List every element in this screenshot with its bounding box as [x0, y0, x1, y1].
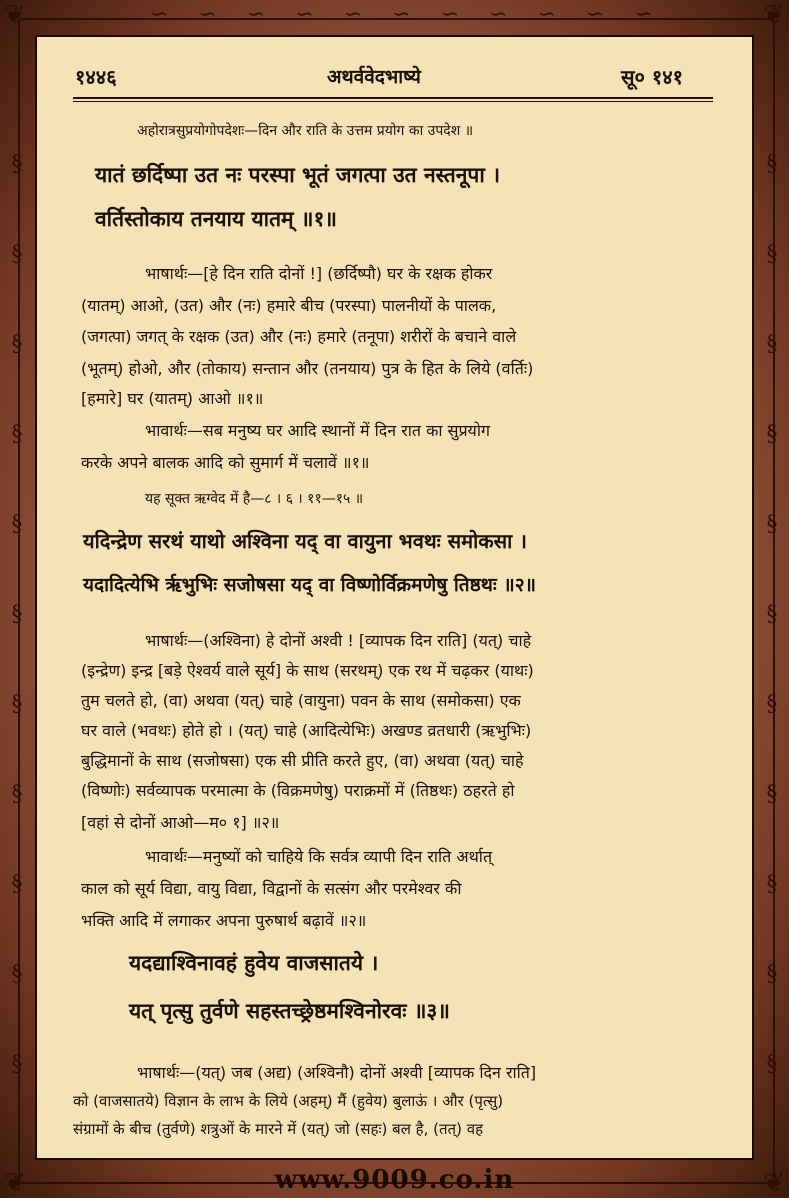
sukta-number: सू० १४१ [621, 65, 684, 89]
mantra-line: यदद्याश्विनावहं हुवेय वाजसातये । [129, 950, 379, 975]
translation-line: (विष्णोः) सर्वव्यापक परमात्मा के (विक्रमणेषु) पराक्रमों में (तिष्ठथः) ठहरते हो [81, 781, 515, 800]
mantra-line: यदादित्येभि र्ऋभुभिः सजोषसा यद् वा विष्णोर्विक्रमणेषु तिष्ठथः ॥२॥ [83, 574, 537, 596]
mantra-line: यातं छर्दिष्पा उत नः परस्पा भूतं जगत्पा उत नस्तनूपा । [95, 162, 501, 187]
translation-line: भाषार्थः—(यत्) जब (अद्य) (अश्विनौ) दोनों अश्वी [व्यापक दिन राति] [137, 1063, 537, 1082]
mantra-line: यदिन्द्रेण सरथं याथो अश्विना यद् वा वायुना भवथः समोकसा । [83, 529, 527, 553]
translation-line: बुद्धिमानों के साथ (सजोषसा) एक सी प्रीति करते हुए, (वा) अथवा (यत्) चाहे [81, 751, 524, 770]
translation-line: घर वाले (भवथः) होते हो । (यत्) चाहे (आदित्येभिः) अखण्ड व्रतधारी (ऋभुभिः) [81, 721, 532, 740]
translation-line: तुम चलते हो, (वा) अथवा (यत्) चाहे (वायुना) पवन के साथ (समोकसा) एक [81, 691, 521, 710]
page-header [37, 37, 752, 97]
flourish-right-icon: § § § § § § § § § § § [766, 152, 778, 1077]
bhavartha-line: करके अपने बालक आदि को सुमार्ग में चलावें ॥१॥ [81, 453, 370, 472]
translation-line: [वहां से दोनों आओ—म० १] ॥२॥ [81, 813, 280, 832]
translation-line: भाषार्थः—[हे दिन राति दोनों !] (छर्दिष्पौ) घर के रक्षक होकर [145, 264, 493, 283]
footer-url[interactable]: www.9009.co.in [274, 1165, 515, 1195]
translation-line: (भूतम्) होओ, और (तोकाय) सन्तान और (तनयाय) पुत्र के हित के लिये (वर्तिः) [81, 359, 534, 378]
corner-ornament-bottom-right-icon: ❦ [763, 1168, 785, 1198]
book-title: अथर्ववेदभाष्ये [327, 66, 421, 88]
reference-line: यह सूक्त ऋग्वेद में है—८ । ६ । ११—१५ ॥ [145, 491, 364, 507]
mantra-line: वर्तिस्तोकाय तनयाय यातम् ॥१॥ [95, 206, 337, 231]
corner-ornament-bottom-left-icon: ❦ [4, 1168, 26, 1198]
header-rule-thin [73, 101, 713, 102]
page-number: १४४६ [75, 65, 117, 89]
translation-line: को (वाजसातये) विज्ञान के लाभ के लिये (अहम्) मैं (हुवेय) बुलाऊं । और (पृत्सु) [73, 1092, 504, 1110]
flourish-left-icon: § § § § § § § § § § § [11, 152, 23, 1077]
topic-line: अहोरात्रसुप्रयोगोपदेशः—दिन और राति के उत्तम प्रयोग का उपदेश ॥ [137, 123, 474, 139]
header-rule [73, 97, 713, 99]
translation-line: संग्रामों के बीच (तुर्वणे) शत्रुओं के मारने में (यत्) जो (सहः) बल है, (तत्) वह [73, 1120, 484, 1138]
corner-ornament-top-left-icon: ❦ [4, 0, 26, 30]
corner-ornament-top-right-icon: ❦ [763, 0, 785, 30]
translation-line: (यातम्) आओ, (उत) और (नः) हमारे बीच (परस्पा) पालनीयों के पालक, [81, 296, 497, 315]
scripture-page [35, 35, 754, 1160]
footer [0, 1162, 789, 1198]
bhavartha-line: भक्ति आदि में लगाकर अपना पुरुषार्थ बढ़ावें ॥२॥ [81, 911, 367, 930]
translation-line: (इन्द्रेण) इन्द्र [बड़े ऐश्वर्य वाले सूर्य] के साथ (सरथम्) एक रथ में चढ़कर (याथः) [81, 661, 534, 680]
translation-line: [हमारे] घर (यातम्) आओ ॥१॥ [81, 389, 264, 408]
mantra-line: यत् पृत्सु तुर्वणे सहस्तच्छ्रेष्ठमश्विनोरवः ॥३॥ [129, 998, 450, 1023]
translation-line: (जगत्पा) जगत् के रक्षक (उत) और (नः) हमारे (तनूपा) शरीरों के बचाने वाले [81, 327, 517, 346]
bhavartha-line: काल को सूर्य विद्या, वायु विद्या, विद्वानों के सत्संग और परमेश्वर की [81, 879, 462, 898]
bhavartha-line: भावार्थः—सब मनुष्य घर आदि स्थानों में दिन रात का सुप्रयोग [145, 421, 490, 440]
translation-line: भाषार्थः—(अश्विना) हे दोनों अश्वी ! [व्यापक दिन राति] (यत्) चाहे [145, 631, 532, 650]
bhavartha-line: भावार्थः—मनुष्यों को चाहिये कि सर्वत्र व्यापी दिन राति अर्थात् [145, 847, 493, 866]
flourish-top-icon: ∽∽∽∽∽∽∽∽∽∽∽ [150, 2, 683, 27]
